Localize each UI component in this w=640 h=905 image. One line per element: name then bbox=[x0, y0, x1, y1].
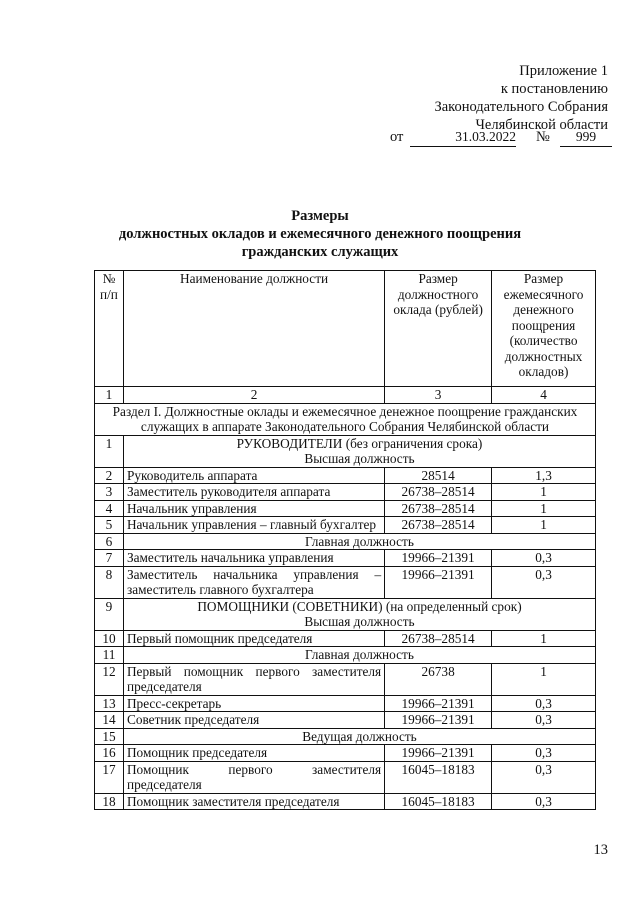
row-number: 17 bbox=[95, 761, 124, 793]
index-cell: 4 bbox=[492, 387, 596, 404]
title-line: должностных окладов и ежемесячного денежного поощрения bbox=[118, 226, 522, 242]
position-name: Заместитель начальника управления bbox=[123, 550, 384, 567]
position-name: Помощник председателя bbox=[123, 745, 384, 762]
table-row bbox=[95, 467, 596, 484]
row-number: 15 bbox=[95, 728, 124, 745]
salary-value: 26738 bbox=[385, 663, 492, 695]
table-row bbox=[95, 728, 596, 745]
table-row bbox=[95, 647, 596, 664]
position-name: Начальник управления bbox=[123, 500, 384, 517]
salary-value: 19966–21391 bbox=[385, 712, 492, 729]
table-row bbox=[95, 517, 596, 534]
table-row bbox=[95, 712, 596, 729]
date-prefix: от bbox=[390, 129, 404, 145]
row-number: 4 bbox=[95, 500, 124, 517]
salary-table bbox=[94, 270, 596, 810]
salary-value: 19966–21391 bbox=[385, 566, 492, 598]
header-line: к постановлению bbox=[500, 81, 608, 97]
row-number: 3 bbox=[95, 484, 124, 501]
position-name: Советник председателя bbox=[123, 712, 384, 729]
decree-date: 31.03.2022 bbox=[410, 129, 516, 147]
category-cell bbox=[123, 533, 595, 550]
header-bonus: Размер ежемесячного денежного поощрения (количество должностных окладов) bbox=[492, 271, 596, 387]
bonus-value: 1 bbox=[492, 630, 596, 647]
category-cell bbox=[123, 435, 595, 467]
date-number-line bbox=[390, 129, 612, 147]
table-row bbox=[95, 598, 596, 630]
table-header-row bbox=[95, 271, 596, 387]
table-body bbox=[95, 435, 596, 810]
category-cell bbox=[123, 647, 595, 664]
page-number: 13 bbox=[593, 842, 608, 858]
bonus-value: 0,3 bbox=[492, 793, 596, 810]
table-row bbox=[95, 484, 596, 501]
index-cell: 2 bbox=[123, 387, 384, 404]
row-number: 6 bbox=[95, 533, 124, 550]
bonus-value: 0,3 bbox=[492, 761, 596, 793]
row-number: 2 bbox=[95, 467, 124, 484]
column-index-row bbox=[95, 387, 596, 404]
number-sign: № bbox=[536, 129, 550, 145]
table-row bbox=[95, 533, 596, 550]
table-row bbox=[95, 695, 596, 712]
position-name: Руководитель аппарата bbox=[123, 467, 384, 484]
bonus-value: 1 bbox=[492, 500, 596, 517]
bonus-value: 1 bbox=[492, 663, 596, 695]
header-salary: Размер должностного оклада (рублей) bbox=[385, 271, 492, 387]
header-name: Наименование должности bbox=[123, 271, 384, 387]
table-row bbox=[95, 761, 596, 793]
position-name: Заместитель руководителя аппарата bbox=[123, 484, 384, 501]
section-row bbox=[95, 403, 596, 435]
bonus-value: 1 bbox=[492, 484, 596, 501]
table-row bbox=[95, 566, 596, 598]
header-line: Законодательного Собрания bbox=[434, 99, 608, 115]
row-number: 18 bbox=[95, 793, 124, 810]
salary-value: 26738–28514 bbox=[385, 500, 492, 517]
table-row bbox=[95, 550, 596, 567]
bonus-value: 0,3 bbox=[492, 550, 596, 567]
document-title bbox=[0, 207, 640, 261]
position-category: Главная должность bbox=[305, 533, 414, 549]
table-row bbox=[95, 500, 596, 517]
appendix-header bbox=[434, 62, 608, 134]
category-cell bbox=[123, 598, 595, 630]
bonus-value: 0,3 bbox=[492, 695, 596, 712]
table-row bbox=[95, 793, 596, 810]
index-cell: 3 bbox=[385, 387, 492, 404]
salary-value: 19966–21391 bbox=[385, 550, 492, 567]
row-number: 13 bbox=[95, 695, 124, 712]
position-name: Первый помощник первого заместителя председателя bbox=[123, 663, 384, 695]
table-row bbox=[95, 630, 596, 647]
title-line: гражданских служащих bbox=[241, 244, 399, 260]
bonus-value: 1,3 bbox=[492, 467, 596, 484]
bonus-value: 0,3 bbox=[492, 745, 596, 762]
row-number: 1 bbox=[95, 435, 124, 467]
title-line: Размеры bbox=[291, 208, 349, 224]
salary-value: 16045–18183 bbox=[385, 761, 492, 793]
category-cell bbox=[123, 728, 595, 745]
row-number: 9 bbox=[95, 598, 124, 630]
position-name: Заместитель начальника управления – заместитель главного бухгалтера bbox=[123, 566, 384, 598]
row-number: 12 bbox=[95, 663, 124, 695]
section-title: Раздел I. Должностные оклады и ежемесячное денежное поощрение гражданских служащих в аппарате Законодательного Собрания Челябинской области bbox=[95, 403, 596, 435]
row-number: 14 bbox=[95, 712, 124, 729]
bonus-value: 1 bbox=[492, 517, 596, 534]
position-category: Высшая должность bbox=[304, 614, 415, 629]
group-title: ПОМОЩНИКИ (СОВЕТНИКИ) (на определенный срок) bbox=[197, 598, 522, 614]
decree-number: 999 bbox=[560, 129, 612, 147]
group-title: РУКОВОДИТЕЛИ (без ограничения срока) bbox=[236, 435, 483, 451]
position-name: Помощник заместителя председателя bbox=[123, 793, 384, 810]
row-number: 7 bbox=[95, 550, 124, 567]
bonus-value: 0,3 bbox=[492, 566, 596, 598]
salary-value: 19966–21391 bbox=[385, 745, 492, 762]
table-row bbox=[95, 663, 596, 695]
bonus-value: 0,3 bbox=[492, 712, 596, 729]
table-row bbox=[95, 745, 596, 762]
header-num: № п/п bbox=[95, 271, 124, 387]
position-name: Пресс-секретарь bbox=[123, 695, 384, 712]
position-name: Начальник управления – главный бухгалтер bbox=[123, 517, 384, 534]
row-number: 10 bbox=[95, 630, 124, 647]
position-category: Высшая должность bbox=[304, 451, 415, 466]
header-line: Приложение 1 bbox=[519, 63, 608, 79]
salary-value: 26738–28514 bbox=[385, 630, 492, 647]
position-name: Помощник первого заместителя председателя bbox=[123, 761, 384, 793]
position-category: Главная должность bbox=[305, 647, 414, 662]
salary-value: 26738–28514 bbox=[385, 484, 492, 501]
header-line: Челябинской области bbox=[475, 117, 608, 133]
row-number: 16 bbox=[95, 745, 124, 762]
table-row bbox=[95, 435, 596, 467]
salary-value: 26738–28514 bbox=[385, 517, 492, 534]
salary-value: 28514 bbox=[385, 467, 492, 484]
row-number: 11 bbox=[95, 647, 124, 664]
row-number: 8 bbox=[95, 566, 124, 598]
row-number: 5 bbox=[95, 517, 124, 534]
index-cell: 1 bbox=[95, 387, 124, 404]
salary-value: 16045–18183 bbox=[385, 793, 492, 810]
position-name: Первый помощник председателя bbox=[123, 630, 384, 647]
salary-value: 19966–21391 bbox=[385, 695, 492, 712]
position-category: Ведущая должность bbox=[302, 728, 417, 744]
